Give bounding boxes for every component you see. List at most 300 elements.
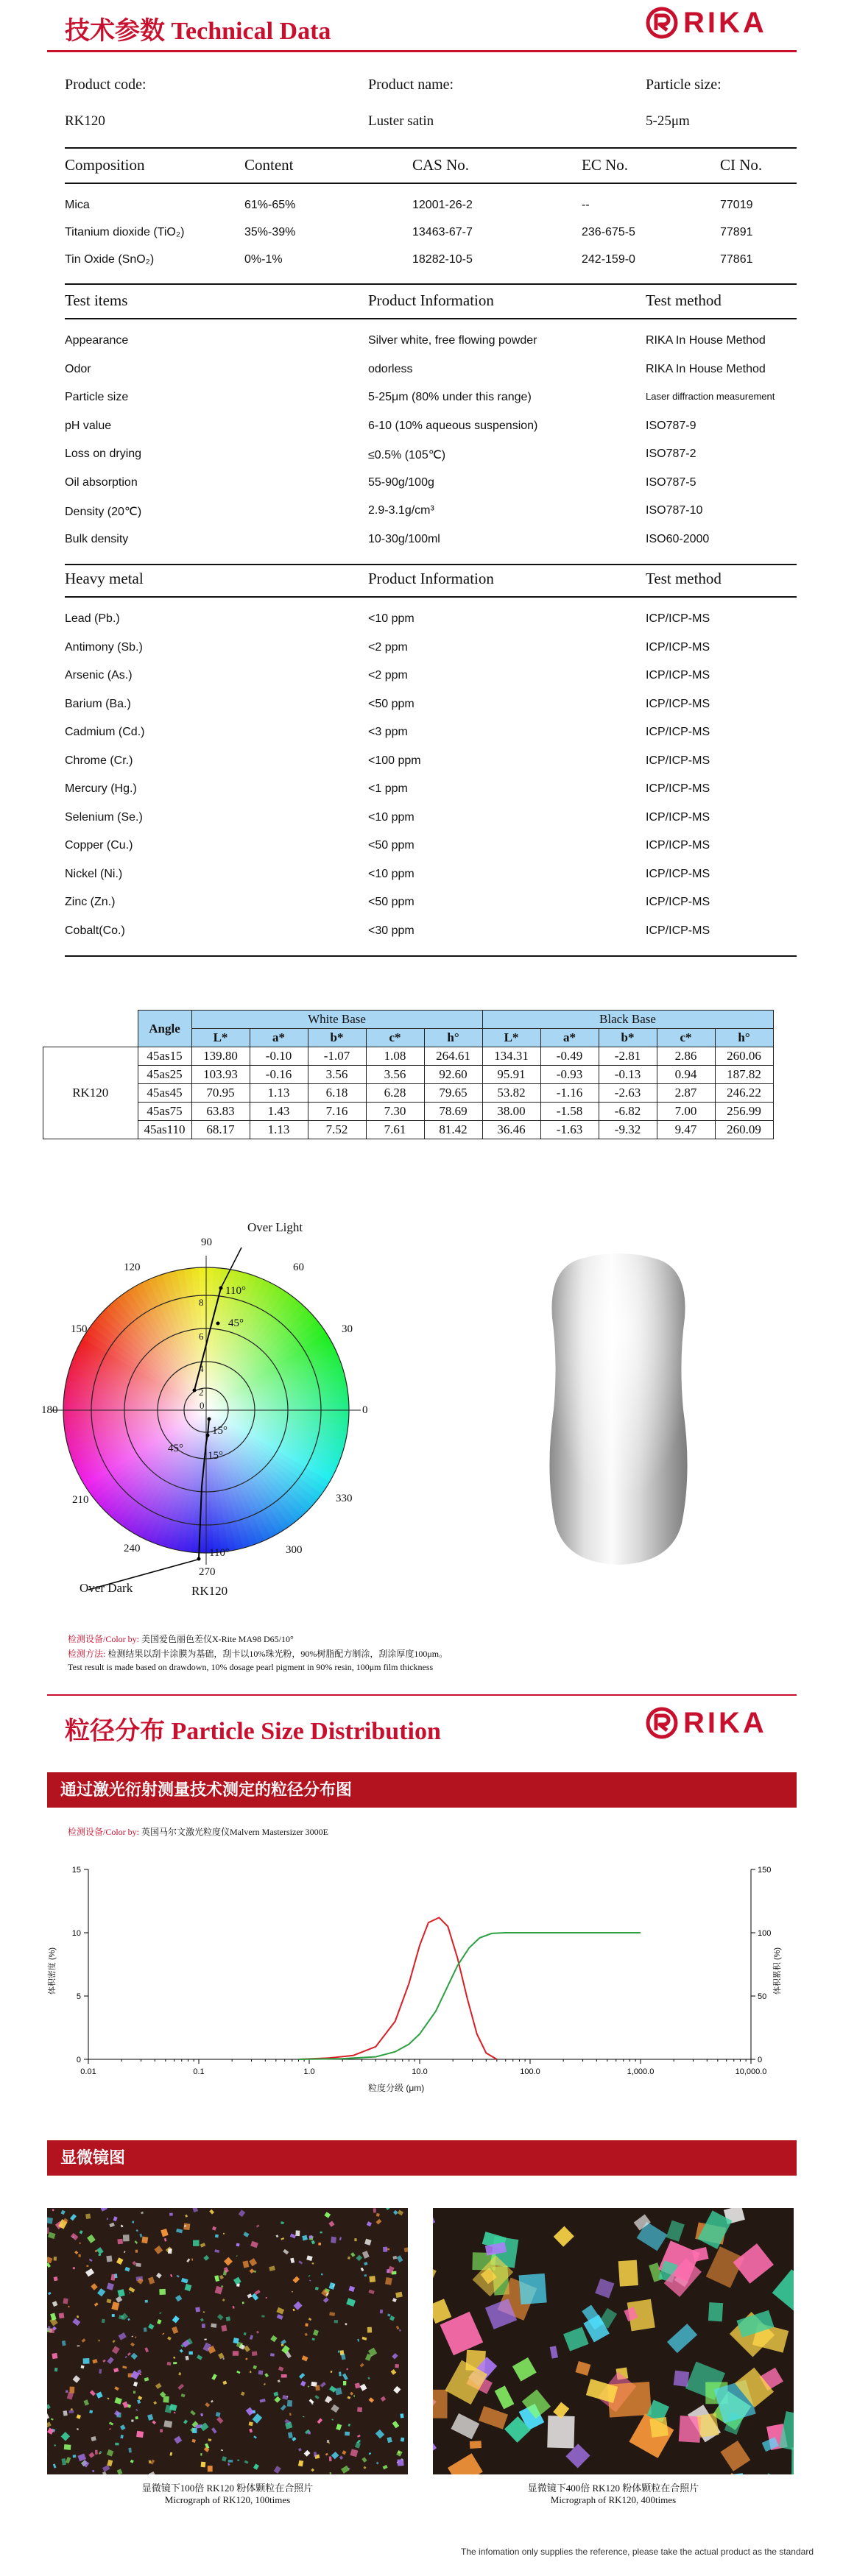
pigment-flake	[396, 2326, 400, 2329]
pigment-flake	[157, 2319, 162, 2324]
pigment-flake	[48, 2232, 56, 2240]
table-cell: ICP/ICP-MS	[646, 612, 710, 625]
lab-value-cell: 187.82	[715, 1066, 773, 1084]
pigment-flake	[122, 2366, 127, 2368]
pigment-flake	[215, 2286, 223, 2295]
micrograph-400x-image	[433, 2208, 794, 2474]
table-cell: Density (20℃)	[65, 506, 142, 518]
pigment-flake	[341, 2466, 350, 2474]
pigment-flake	[329, 2472, 331, 2474]
pigment-flake	[163, 2396, 169, 2402]
column-header: Product Information	[368, 291, 494, 309]
pigment-flake	[308, 2318, 311, 2321]
color-method-label: 检测方法:	[68, 1649, 106, 1659]
pigment-flake	[107, 2282, 114, 2290]
pigment-flake	[273, 2392, 278, 2397]
pigment-flake	[119, 2332, 127, 2340]
pigment-flake	[563, 2326, 589, 2351]
header-particle-size	[47, 1700, 797, 1759]
pigment-flake	[165, 2405, 172, 2413]
divider	[65, 596, 797, 598]
color-wheel-chart	[41, 1207, 412, 1619]
pigment-flake	[99, 2369, 102, 2374]
pigment-flake	[364, 2262, 367, 2265]
psd-x-label: 粒度分级 (μm)	[368, 2083, 425, 2093]
pigment-flake	[364, 2274, 367, 2276]
pigment-flake	[133, 2391, 135, 2393]
pigment-flake	[99, 2208, 107, 2212]
table-cell: Selenium (Se.)	[65, 810, 143, 824]
pigment-flake	[61, 2432, 70, 2441]
y-right-tick: 50	[758, 1992, 767, 2001]
pigment-flake	[389, 2315, 395, 2321]
pigment-flake	[132, 2221, 134, 2223]
pigment-flake	[233, 2338, 239, 2343]
pigment-flake	[265, 2297, 267, 2299]
column-header: Product Information	[368, 570, 494, 587]
micrograph-400x	[433, 2208, 794, 2474]
pigment-flake	[92, 2359, 97, 2364]
header-divider	[47, 1694, 797, 1696]
pigment-flake	[54, 2368, 58, 2372]
pigment-flake	[107, 2357, 114, 2364]
table-cell: Silver white, free flowing powder	[368, 334, 537, 347]
rika-logo-icon	[645, 6, 679, 40]
y-left-tick: 0	[76, 2056, 81, 2064]
pigment-flake	[185, 2284, 192, 2291]
table-cell: <1 ppm	[368, 782, 408, 795]
pigment-flake	[393, 2210, 398, 2215]
pigment-flake	[386, 2208, 389, 2210]
divider	[65, 318, 797, 319]
angle-label: 60	[293, 1262, 304, 1273]
pigment-flake	[137, 2399, 141, 2404]
table-cell: Particle size	[65, 391, 129, 403]
table-cell: ISO60-2000	[646, 532, 710, 545]
pigment-flake	[201, 2462, 206, 2468]
pigment-flake	[159, 2289, 166, 2295]
pigment-flake	[205, 2339, 207, 2340]
section-title: 粒径分布 Particle Size Distribution	[65, 1718, 441, 1745]
table-cell: Tin Oxide (SnO₂)	[65, 253, 155, 266]
lab-value-cell: 256.99	[715, 1103, 773, 1121]
table-cell: Chrome (Cr.)	[65, 754, 133, 767]
lab-column-header: L*	[482, 1029, 540, 1047]
pigment-flake	[214, 2275, 219, 2282]
pigment-flake	[376, 2462, 379, 2465]
pigment-flake	[192, 2208, 198, 2212]
pigment-flake	[191, 2439, 196, 2443]
pigment-flake	[135, 2336, 136, 2338]
pigment-flake	[433, 2418, 437, 2466]
pigment-flake	[339, 2455, 344, 2460]
pigment-flake	[302, 2235, 308, 2241]
pigment-flake	[175, 2295, 182, 2301]
pigment-flake	[398, 2210, 403, 2216]
pigment-flake	[360, 2363, 364, 2368]
pigment-flake	[348, 2257, 350, 2260]
lab-value-cell: -2.81	[599, 1047, 657, 1066]
pigment-flake	[308, 2385, 309, 2387]
pigment-flake	[244, 2332, 247, 2335]
lab-value-cell: 45as45	[138, 1084, 191, 1103]
wheel-product-label: RK120	[191, 1584, 228, 1598]
pigment-flake	[294, 2301, 303, 2310]
lab-value-cell: 7.61	[366, 1121, 424, 1139]
lab-value-cell: 45as25	[138, 1066, 191, 1084]
pigment-flake	[290, 2258, 294, 2263]
pigment-flake	[200, 2413, 203, 2416]
table-cell: 242-159-0	[582, 253, 635, 266]
point-label: 15°	[212, 1425, 227, 1437]
pigment-flake	[380, 2310, 383, 2313]
pigment-flake	[67, 2392, 74, 2399]
rika-logo	[645, 6, 797, 40]
pigment-flake	[381, 2396, 386, 2402]
pigment-flake	[200, 2318, 204, 2322]
pigment-flake	[348, 2424, 351, 2427]
pigment-flake	[346, 2298, 356, 2307]
table-cell: Copper (Cu.)	[65, 839, 133, 852]
rika-logo-icon	[645, 1706, 679, 1740]
pigment-flake	[433, 2208, 435, 2229]
point-label: 110°	[209, 1547, 230, 1559]
pigment-flake	[353, 2395, 355, 2397]
pigment-flake	[117, 2289, 124, 2297]
pigment-flake	[392, 2256, 397, 2260]
pigment-flake	[107, 2299, 112, 2303]
pigment-flake	[369, 2397, 374, 2402]
pigment-flake	[342, 2374, 348, 2381]
color-method-note	[68, 1647, 448, 1660]
pigment-flake	[255, 2290, 261, 2295]
pigment-flake	[311, 2469, 314, 2472]
pigment-flake	[470, 2441, 482, 2449]
pigment-flake	[791, 2447, 794, 2474]
table-cell: 77019	[720, 199, 753, 211]
pigment-flake	[245, 2357, 248, 2360]
pigment-flake	[193, 2240, 200, 2246]
lab-value-cell: 38.00	[482, 1103, 540, 1121]
pigment-flake	[130, 2460, 134, 2463]
pigment-flake	[348, 2396, 350, 2399]
lab-value-cell: 95.91	[482, 1066, 540, 1084]
pigment-flake	[162, 2333, 164, 2335]
pigment-flake	[368, 2290, 374, 2295]
particle-size-label: Particle size:	[646, 77, 722, 93]
angle-label: 300	[286, 1544, 303, 1556]
divider	[65, 955, 797, 957]
pigment-flake	[141, 2237, 148, 2244]
pigment-flake	[247, 2293, 253, 2298]
x-tick: 0.01	[80, 2067, 96, 2076]
pigment-flake	[154, 2246, 163, 2254]
product-code-value: RK120	[65, 113, 105, 129]
lab-value-cell: 9.47	[657, 1121, 715, 1139]
pigment-flake	[329, 2385, 336, 2392]
pigment-flake	[554, 2226, 574, 2247]
pigment-flake	[253, 2463, 259, 2469]
pigment-flake	[249, 2258, 257, 2266]
pigment-flake	[383, 2465, 388, 2469]
pigment-flake	[309, 2279, 311, 2281]
pigment-flake	[149, 2460, 152, 2463]
pigment-flake	[54, 2444, 56, 2446]
pigment-flake	[62, 2340, 66, 2346]
lab-value-cell: 7.16	[308, 1103, 366, 1121]
pigment-flake	[331, 2237, 336, 2243]
pigment-flake	[302, 2355, 308, 2361]
pigment-flake	[397, 2255, 403, 2262]
pigment-flake	[52, 2301, 58, 2307]
pigment-flake	[392, 2421, 400, 2428]
pigment-flake	[306, 2255, 312, 2261]
pigment-flake	[369, 2452, 372, 2455]
pigment-flake	[261, 2315, 265, 2318]
pigment-flake	[315, 2287, 319, 2290]
pigment-flake	[114, 2386, 119, 2391]
pigment-flake	[173, 2362, 177, 2364]
pigment-flake	[303, 2416, 304, 2417]
pigment-flake	[178, 2372, 181, 2375]
pigment-flake	[211, 2324, 216, 2328]
pigment-flake	[772, 2269, 794, 2314]
pigment-flake	[314, 2395, 319, 2399]
pigment-flake	[547, 2416, 574, 2448]
pigment-flake	[167, 2362, 172, 2366]
y-right-tick: 0	[758, 2056, 763, 2064]
pigment-flake	[200, 2422, 208, 2431]
pigment-flake	[80, 2230, 83, 2234]
lab-column-header: c*	[657, 1029, 715, 1047]
table-cell: Mica	[65, 199, 90, 211]
lab-value-cell: 1.13	[250, 1121, 308, 1139]
y-left-tick: 10	[71, 1929, 81, 1938]
psd-band: 通过激光衍射测量技术测定的粒径分布图	[47, 1772, 797, 1808]
pigment-flake	[241, 2391, 245, 2396]
table-cell: ≤0.5% (105℃)	[368, 449, 446, 461]
pigment-flake	[253, 2435, 257, 2438]
pigment-flake	[191, 2258, 193, 2260]
pigment-flake	[91, 2283, 97, 2290]
pigment-flake	[391, 2369, 397, 2375]
pigment-flake	[336, 2424, 342, 2430]
product-code-label: Product code:	[65, 77, 147, 93]
caption-cn: 显微镜下400倍 RK120 粉体颗粒在合照片	[527, 2483, 699, 2494]
pigment-flake	[217, 2314, 223, 2320]
pigment-flake	[364, 2239, 371, 2246]
pigment-flake	[208, 2466, 213, 2471]
lab-column-header: L*	[191, 1029, 250, 1047]
pigment-flake	[63, 2410, 67, 2416]
pigment-flake	[287, 2400, 292, 2407]
pigment-flake	[64, 2444, 71, 2450]
table-cell: Cadmium (Cd.)	[65, 726, 145, 738]
radial-label: 6	[199, 1331, 204, 1342]
pigment-flake	[110, 2274, 115, 2281]
psd-chart-svg	[44, 1855, 803, 2098]
micrograph-100x-image	[47, 2208, 408, 2474]
pigment-flake	[180, 2349, 183, 2353]
pigment-flake	[697, 2413, 719, 2438]
pigment-flake	[173, 2357, 175, 2359]
pigment-flake	[221, 2449, 223, 2451]
pigment-flake	[176, 2229, 183, 2233]
point-label: 45°	[168, 1443, 183, 1454]
table-cell: <3 ppm	[368, 726, 408, 738]
table-cell: ISO787-10	[646, 504, 703, 517]
pigment-flake	[181, 2393, 186, 2397]
pigment-flake	[212, 2226, 216, 2231]
pigment-flake	[181, 2278, 188, 2284]
pigment-flake	[89, 2259, 93, 2262]
pigment-flake	[85, 2214, 91, 2219]
pigment-flake	[185, 2356, 188, 2360]
pigment-flake	[350, 2392, 353, 2396]
angle-label: 330	[336, 1493, 353, 1504]
psd-device-text: 英国马尔文激光粒度仪Malvern Mastersizer 3000E	[141, 1827, 328, 1837]
pigment-flake	[216, 2412, 221, 2417]
table-cell: 18282-10-5	[412, 253, 473, 266]
pigment-flake	[195, 2307, 200, 2312]
table-cell: Lead (Pb.)	[65, 612, 120, 625]
table-cell: pH value	[65, 419, 112, 432]
over-light-label: Over Light	[247, 1220, 303, 1234]
pigment-flake	[47, 2421, 52, 2427]
pigment-flake	[113, 2340, 116, 2343]
lab-column-header: h°	[715, 1029, 773, 1047]
pigment-flake	[139, 2234, 142, 2237]
pigment-flake	[305, 2324, 308, 2327]
table-cell: --	[582, 199, 590, 211]
pigment-flake	[54, 2257, 57, 2260]
lab-value-cell: 45as75	[138, 1103, 191, 1121]
pigment-flake	[575, 2361, 590, 2376]
pigment-flake	[51, 2418, 54, 2420]
lab-value-cell: -0.93	[540, 1066, 599, 1084]
pigment-flake	[339, 2371, 342, 2376]
lab-value-cell: 1.43	[250, 1103, 308, 1121]
radial-label: 4	[199, 1363, 204, 1374]
pigment-flake	[392, 2353, 398, 2359]
pigment-flake	[135, 2250, 138, 2253]
pigment-flake	[281, 2237, 284, 2240]
pigment-flake	[239, 2209, 246, 2217]
table-cell: ICP/ICP-MS	[646, 896, 710, 908]
pigment-flake	[495, 2385, 515, 2409]
pigment-flake	[400, 2413, 403, 2418]
pigment-flake	[334, 2320, 338, 2323]
lab-value-cell: 45as110	[138, 1121, 191, 1139]
pigment-flake	[129, 2287, 135, 2293]
pigment-flake	[250, 2241, 258, 2248]
pigment-flake	[249, 2429, 253, 2433]
pigment-flake	[269, 2266, 275, 2271]
lab-value-cell: -0.49	[540, 1047, 599, 1066]
table-cell: 77861	[720, 253, 753, 266]
pigment-flake	[360, 2384, 367, 2391]
pigment-flake	[114, 2397, 121, 2405]
pigment-flake	[519, 2274, 547, 2304]
pigment-flake	[102, 2360, 106, 2363]
logo-text: RIKA	[683, 7, 767, 39]
pigment-flake	[87, 2234, 96, 2243]
pigment-flake	[85, 2268, 94, 2276]
pigment-flake	[401, 2438, 405, 2442]
pigment-flake	[219, 2275, 224, 2279]
pigment-flake	[250, 2371, 251, 2373]
color-method-note-en: Test result is made based on drawdown, 10% dosage pearl pigment in 90% resin, 100μm film thickness	[68, 1662, 434, 1672]
pigment-flake	[222, 2299, 225, 2301]
pigment-flake	[169, 2452, 172, 2456]
pigment-flake	[274, 2396, 281, 2403]
table-cell: ICP/ICP-MS	[646, 697, 710, 710]
pigment-flake	[200, 2453, 202, 2455]
pigment-flake	[200, 2243, 206, 2248]
pigment-flake	[111, 2301, 119, 2310]
lab-value-cell: 63.83	[191, 1103, 250, 1121]
lab-column-header: a*	[250, 1029, 308, 1047]
pigment-flake	[214, 2249, 219, 2253]
pigment-flake	[512, 2357, 537, 2382]
pigment-flake	[331, 2418, 334, 2421]
lab-value-cell: -1.16	[540, 1084, 599, 1103]
wheel-point	[193, 1389, 197, 1393]
pigment-flake	[221, 2325, 227, 2332]
lab-value-cell: 3.56	[308, 1066, 366, 1084]
column-header: CI No.	[720, 156, 763, 174]
pigment-flake	[236, 2255, 238, 2257]
pigment-flake	[350, 2449, 358, 2457]
pigment-flake	[404, 2247, 408, 2252]
table-cell: odorless	[368, 362, 413, 375]
pigment-flake	[323, 2297, 329, 2303]
pigment-flake	[244, 2460, 249, 2464]
over-dark-label: Over Dark	[80, 1581, 133, 1595]
pigment-flake	[373, 2208, 376, 2212]
table-cell: ISO787-5	[646, 475, 696, 489]
pigment-flake	[398, 2459, 404, 2466]
pigment-flake	[233, 2351, 239, 2356]
lab-value-cell: 103.93	[191, 1066, 250, 1084]
pigment-flake	[375, 2430, 384, 2439]
lab-value-cell: 70.95	[191, 1084, 250, 1103]
table-cell: RIKA In House Method	[646, 362, 766, 375]
table-cell: Barium (Ba.)	[65, 697, 131, 710]
product-name-value: Luster satin	[368, 113, 434, 129]
pigment-flake	[78, 2254, 81, 2257]
table-cell: 6-10 (10% aqueous suspension)	[368, 419, 538, 432]
pigment-flake	[123, 2234, 130, 2241]
pigment-flake	[145, 2300, 148, 2303]
pigment-flake	[345, 2432, 350, 2436]
pigment-flake	[328, 2221, 334, 2227]
pigment-flake	[282, 2395, 288, 2400]
angle-label: 240	[124, 1543, 141, 1554]
caption-cn: 显微镜下100倍 RK120 粉体颗粒在合照片	[141, 2483, 314, 2494]
pigment-flake	[95, 2450, 98, 2455]
x-tick: 0.1	[193, 2067, 205, 2076]
y-right-tick: 150	[758, 1866, 772, 1875]
pigment-flake	[138, 2396, 142, 2400]
pigment-flake	[52, 2209, 54, 2211]
table-cell: 35%-39%	[244, 226, 296, 238]
table-cell: <50 ppm	[368, 896, 415, 908]
lab-value-cell: -2.63	[599, 1084, 657, 1103]
pigment-flake	[48, 2292, 52, 2295]
table-cell: RIKA In House Method	[646, 334, 766, 347]
table-cell: Loss on drying	[65, 447, 142, 460]
